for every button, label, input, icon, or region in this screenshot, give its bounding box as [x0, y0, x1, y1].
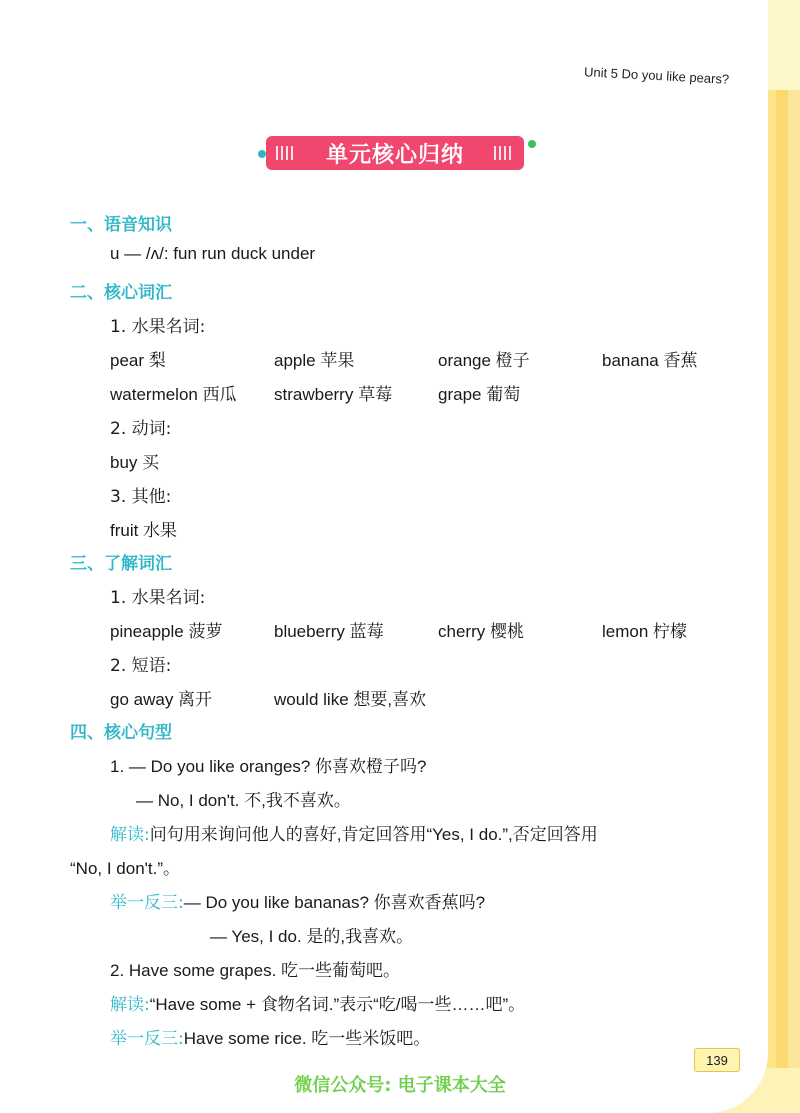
vocab-item: apple 苹果 [274, 351, 355, 370]
section-title-core-sentences: 四、核心句型 [70, 723, 172, 743]
vocab-item: orange 橙子 [438, 351, 530, 370]
explanation [110, 990, 525, 1015]
example [110, 888, 485, 913]
explanation-continued: “No, I don't.”。 [70, 859, 181, 878]
vocab-item: fruit 水果 [110, 521, 178, 540]
vocab-item: pineapple 菠萝 [110, 622, 223, 641]
explanation-text: 问句用来询问他人的喜好,肯定回答用“Yes, I do.”,否定回答用 [149, 825, 598, 844]
vocab-item: grape 葡萄 [438, 385, 521, 404]
vocab-item: banana 香蕉 [602, 351, 698, 370]
vocab-item: watermelon 西瓜 [110, 385, 237, 404]
phonics-line: u — /ʌ/: fun run duck under [110, 244, 316, 263]
subheading: 2. 动词: [110, 419, 172, 439]
section-title-core-vocab: 二、核心词汇 [70, 283, 172, 303]
page-edge [774, 90, 788, 1113]
subheading: 1. 水果名词: [110, 588, 206, 608]
sentence-question: 1. — Do you like oranges? 你喜欢橙子吗? [110, 757, 427, 776]
phrase-item: go away 离开 [110, 690, 213, 709]
example-label: 举一反三: [110, 1029, 184, 1049]
example [110, 1024, 430, 1049]
vocab-item: lemon 柠檬 [602, 622, 688, 641]
watermark: 微信公众号: 电子课本大全 [294, 1075, 506, 1096]
explanation-label: 解读: [110, 825, 150, 845]
page-edge [786, 90, 800, 1113]
decor-dot [258, 150, 266, 158]
example-sentence: Have some rice. 吃一些米饭吧。 [183, 1029, 431, 1048]
vocab-item: buy 买 [110, 453, 160, 472]
subheading: 1. 水果名词: [110, 317, 206, 337]
stripe-decor [494, 146, 514, 160]
explanation-text: “Have some + 食物名词.”表示“吃/喝一些……吧”。 [149, 995, 526, 1014]
unit-title: Unit 5 Do you like pears? [583, 64, 730, 87]
sentence-answer: — No, I don't. 不,我不喜欢。 [136, 791, 351, 810]
vocab-item: strawberry 草莓 [274, 385, 393, 404]
subheading: 2. 短语: [110, 656, 172, 676]
stripe-decor [276, 146, 296, 160]
explanation [110, 820, 598, 845]
vocab-item: blueberry 蓝莓 [274, 622, 384, 641]
decor-dot [528, 140, 536, 148]
subheading: 3. 其他: [110, 487, 172, 507]
explanation-label: 解读: [110, 995, 150, 1015]
example-answer: — Yes, I do. 是的,我喜欢。 [210, 927, 414, 946]
example-question: — Do you like bananas? 你喜欢香蕉吗? [183, 893, 486, 912]
banner-title: 单元核心归纳 [325, 142, 464, 168]
sentence-suggestion: 2. Have some grapes. 吃一些葡萄吧。 [110, 961, 401, 980]
phrase-item: would like 想要,喜欢 [274, 690, 427, 709]
vocab-item: cherry 樱桃 [438, 622, 524, 641]
section-title-extra-vocab: 三、了解词汇 [70, 554, 172, 574]
page-number: 139 [694, 1048, 740, 1072]
unit-summary-banner [266, 136, 524, 170]
section-title-phonics: 一、语音知识 [70, 215, 172, 235]
vocab-item: pear 梨 [110, 351, 166, 370]
example-label: 举一反三: [110, 893, 184, 913]
